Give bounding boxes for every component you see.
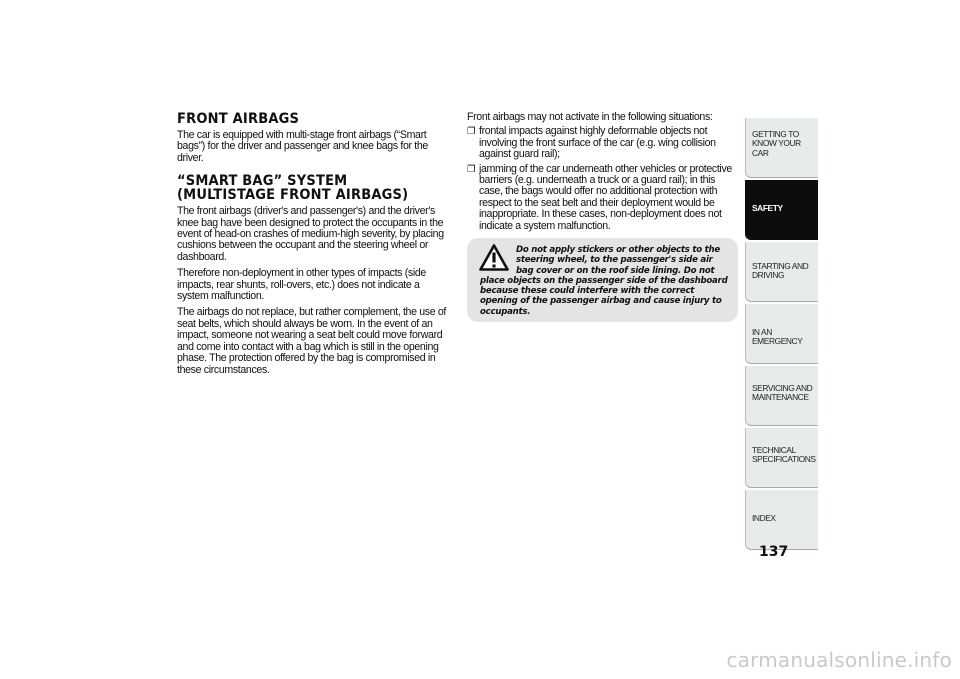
left-column <box>177 112 449 381</box>
paragraph-situations-intro: Front airbags may not activate in the following situations: <box>467 111 713 123</box>
paragraph-non-deployment: Therefore non-deployment in other types of impacts (side impacts, rear shunts, roll-overs, etc.) does not indicate a system malfunction. <box>177 267 426 303</box>
warning-box <box>467 238 738 322</box>
tab-technical-specifications[interactable]: TECHNICAL SPECIFICATIONS <box>745 428 818 488</box>
tab-index[interactable]: INDEX <box>745 490 818 550</box>
paragraph-design: The front airbags (driver's and passenger's) and the driver's knee bag have been designed to protect the occupants in the event of head-on crashes of medium-high severity, by placing cushions between the occupant and the steering wheel or dashboard. <box>177 205 444 263</box>
situations-list <box>467 126 739 232</box>
tab-servicing-and-maintenance[interactable]: SERVICING AND MAINTENANCE <box>745 366 818 426</box>
paragraph-intro: The car is equipped with multi-stage front airbags (“Smart bags”) for the driver and passenger and knee bags for the driver. <box>177 129 428 164</box>
tab-getting-to-know-your-car[interactable]: GETTING TO KNOW YOUR CAR <box>745 118 818 178</box>
right-column <box>467 112 739 235</box>
chapter-tabs <box>745 118 818 552</box>
tab-safety[interactable]: SAFETY <box>745 180 818 240</box>
tab-starting-and-driving[interactable]: STARTING AND DRIVING <box>745 242 818 302</box>
tab-in-an-emergency[interactable]: IN AN EMERGENCY <box>745 304 818 364</box>
page-number: 137 <box>759 544 789 560</box>
paragraph-seat-belts: The airbags do not replace, but rather complement, the use of seat belts, which should always be worn. In the event of an impact, someone not wearing a seat belt could move forward and come into contact with a bag which is still in the opening phase. The protection offered by the bag is compromised in these circumstances. <box>177 306 446 376</box>
section-heading-smart-bag: “SMART BAG” SYSTEM (MULTISTAGE FRONT AIRBAGS) <box>177 173 409 204</box>
warning-text: Do not apply stickers or other objects to the steering wheel, to the passenger's side air bag cover or on the roof side lining. Do not place objects on the passenger side of the dashboard because these could interfere with the correct opening of the passenger airbag and cause injury to occupants. <box>480 245 728 317</box>
checkbox-bullet-icon: ❐ <box>467 163 476 175</box>
list-item: ❐ frontal impacts against highly deformable objects not involving the front surface of the car (e.g. wing collision against guard rail); <box>467 125 716 161</box>
list-item: ❐ jamming of the car underneath other vehicles or protective barriers (e.g. underneath a truck or a guard rail); in this case, the bags would offer no additional protection with respect to the seat belt and their deployment would be inappropriate. In these cases, non-deployment does not indicate a system malfunction. <box>467 162 732 232</box>
section-heading-front-airbags: FRONT AIRBAGS <box>177 111 300 127</box>
watermark: carmanualsonline.info <box>726 648 952 672</box>
checkbox-bullet-icon: ❐ <box>467 126 476 138</box>
